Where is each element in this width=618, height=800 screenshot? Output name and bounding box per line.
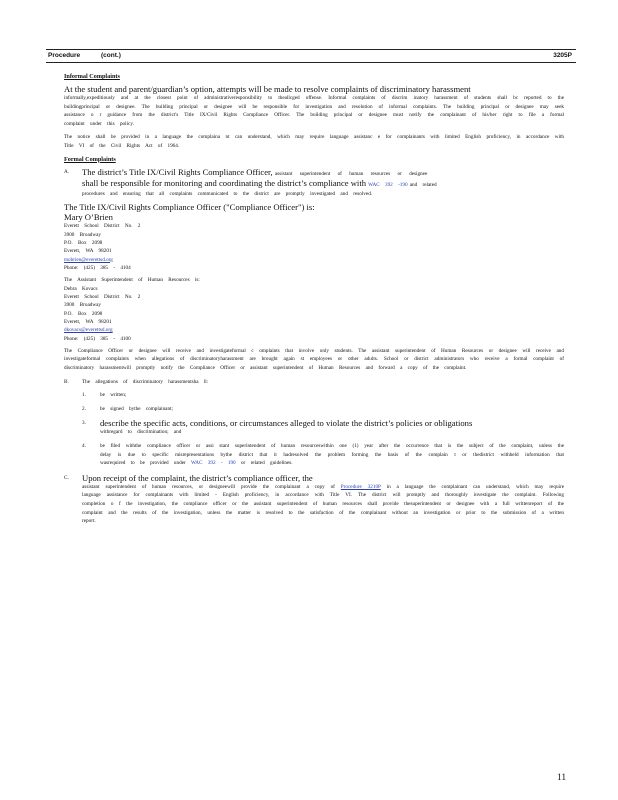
b-item-4: 4. be filed withthe compliance officer or assi stant superintendent of human resourceswithin one (1) year after the occurrence that is the subject of the complaint, unless the delay is due to specific misrepresentations bythe district that it hadresolved the problem forming the basis of the complain t or thedistrict withheld information that wasrequired to be provided under WAC 392 - 190 or related guidelines. <box>82 442 564 467</box>
informal-paragraph-1: informally,expeditiously and at the closest point of administrativeresponsibility to theallcged offense. Informal complaints of discrim inatory harassment of students shall bc reported to the buildingprincipal or designee. The building principal or designee will be responsible for investigation and resolution of informal complaints. The building principal or designee may seek assistance o r guidance from the district's Title IX/Civil Rights Compliance Officer. The building principal or designee must notify the complainant of his/her right to file a formal complaint under this policy. <box>64 95 564 127</box>
b-item-2: 2. be signed bythe complainant; <box>82 405 173 412</box>
document-body <box>64 73 564 526</box>
section-a-line2: shall be responsible for monitoring and coordinating the district’s compliance with WAC 392 -190 and related <box>82 178 437 189</box>
officer-address: Everett School District No. 2 3900 Broadway P.O. Box 2098 Everett, WA 98201 mobrien@everettsd.org Phone: (425) 385 - 4104 <box>64 222 564 272</box>
header-middle: (cont.) <box>101 52 121 59</box>
section-b-marker: B. <box>64 378 69 385</box>
informal-paragraph-2: The notice shall be provided in a language the complaina nt can understand, which may require language assistanc e for complainants with limited English proficiency, in accordance with Title VI of the Civil Rights Act of 1964. <box>64 134 564 149</box>
officer-phone: Phone: (425) 385 - 4104 <box>64 264 131 271</box>
informal-heading: Informal Complaints <box>64 73 120 80</box>
asst-title: The Assistant Superintendent of Human Resources is: <box>64 277 200 284</box>
procedure-header <box>46 49 576 63</box>
section-c-marker: C. <box>64 474 69 481</box>
wac-link-2[interactable]: WAC 392 - 190 <box>190 460 236 467</box>
section-c: C. Upon receipt of the complaint, the district’s compliance officer, the assistant superintendent of human resources, or designeewill provide the complainant a copy of Procedure 3210P in a language the complainant can understand, which may require language assistance for complainants with limited - English proficiency, in accordance with Title VI. The district will promptly and thoroughly investigate the complaint. Following completion o f the investigation, the compliance officer or the assistant superintendent of human resources shall provide thesuperintendent or designee with a full writtenreport of the complaint and the results of the investigation, unless the matter is resolved to the satisfaction of the complainant without an investigation or prior to the submission of a written report. <box>64 472 565 525</box>
asst-address: Debra Kovacs Everett School District No. 2 3900 Broadway P.O. Box 2098 Everett, WA 98201 dkovacs@everettsd.org Phone: (425) 385 - 4100 <box>64 285 564 343</box>
b-item-1: 1. be written; <box>82 392 127 399</box>
asst-name: Debra Kovacs <box>64 285 98 292</box>
header-code: 3205P <box>553 52 572 59</box>
section-a-line1: The district’s Title IX/Civil Rights Compliance Officer, assistant superintendent of human resources or designee <box>82 166 428 177</box>
asst-email-link[interactable]: dkovacs@everettsd.org <box>64 327 113 334</box>
asst-phone: Phone: (425) 385 - 4100 <box>64 335 131 342</box>
page-number: 11 <box>557 773 567 783</box>
section-b <box>64 378 564 387</box>
wac-link[interactable]: WAC 392 -190 <box>368 182 408 189</box>
header-left: Procedure <box>48 52 81 59</box>
section-a-marker: A. <box>64 168 70 175</box>
section-c-lead: Upon receipt of the complaint, the district’s compliance officer, the <box>82 472 313 483</box>
section-b-text: The allegations of discriminatory harassmentsha ll: <box>82 378 209 385</box>
procedure-3210p-link[interactable]: Procedure 3210P <box>340 483 381 490</box>
officer-email-link[interactable]: mobrien@everettsd.org <box>64 256 113 263</box>
section-a <box>64 167 564 199</box>
officer-name: Mary O’Brien <box>64 212 113 223</box>
informal-lead: At the student and parent/guardian’s option, attempts will be made to resolve complaints of discriminatory harassment <box>64 84 471 94</box>
section-a-paragraph: The Compliance Officer or designee will receive and investigateformal c omplaints that involve only students. The assistant superintendent of Human Resources or designee will receive and investigateformal complaints when allegations of discriminatoryharassment are brought again st employees or other adults. School or district administrators who receive a formal complaint of discriminatory harassmentwill promptly notify the Compliance Officer or assistant superintendent of Human Resources and forward a copy of the complaint. <box>64 347 564 371</box>
formal-heading: Formal Complaints <box>64 155 116 163</box>
b-item-3: 3. describe the specific acts, conditions, or circumstances alleged to violate the district’s policies or obligations withregard to discrimination; and <box>82 418 473 436</box>
section-a-line3: procedures and ensuring that all complaints communicated to the district are promptly investigated and resolved. <box>82 190 373 197</box>
officer-title: The Title IX/Civil Rights Compliance Officer ("Compliance Officer") is: <box>64 202 315 213</box>
